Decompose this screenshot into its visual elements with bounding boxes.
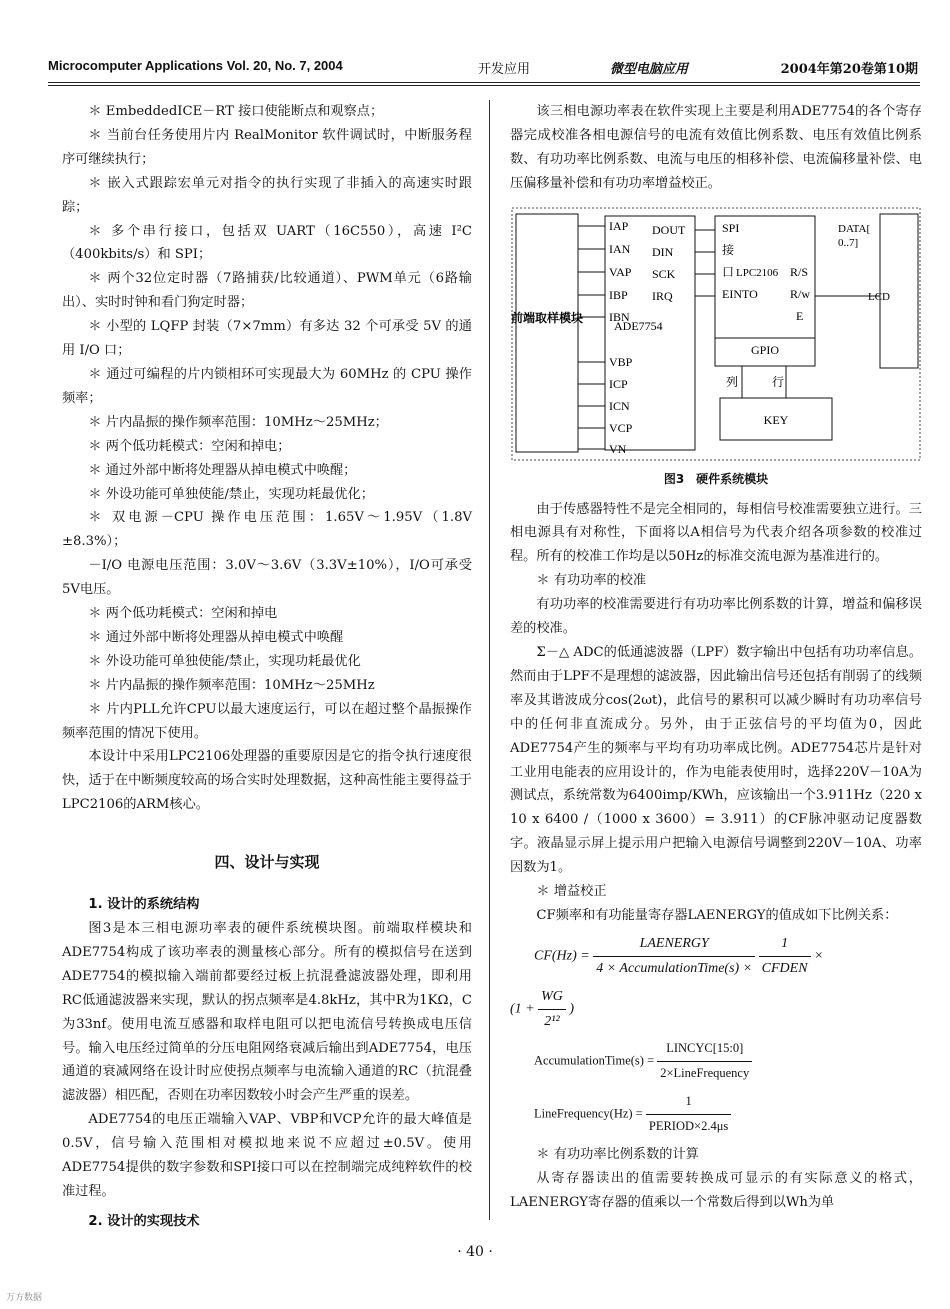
subsection-title: 1. 设计的系统结构 <box>88 897 200 913</box>
bullet-item: ＊ 通过可编程的片内锁相环可实现最大为 60MHz 的 CPU 操作频率； <box>62 366 472 406</box>
formula-line-frequency: LineFrequency(Hz) = $\frac{1}{\text{PERIOD×2.4μs}}$ <box>534 1090 922 1139</box>
lpc-spi-label: SPI <box>722 220 740 235</box>
bullet-item: ＊ 两个低功耗模式：空闲和掉电 <box>88 606 278 622</box>
row-label: 行 <box>772 374 785 389</box>
ade-out-irq: IRQ <box>652 288 673 303</box>
right-column <box>510 100 922 1215</box>
dashed-frame <box>512 208 920 460</box>
pin-icp: ICP <box>609 376 628 391</box>
ade-out-dout: DOUT <box>652 222 686 237</box>
journal-title-cn: 微型电脑应用 <box>610 62 689 77</box>
ade7754-label: ADE7754 <box>614 318 663 333</box>
item-active-power: ＊ 有功功率的校准 <box>536 573 647 589</box>
item-power-ratio: ＊ 有功功率比例系数的计算 <box>536 1147 699 1163</box>
lpc-e-label: E <box>796 308 804 323</box>
watermark: 万方数据 <box>6 1293 43 1303</box>
data-bus-label-2: 0..7] <box>838 236 859 249</box>
formula-cf-gain: (1 + $\frac{WG}{\text{2¹²}}$ ) <box>510 985 922 1034</box>
pin-iap: IAP <box>609 218 629 233</box>
paragraph-gain: CF频率和有功能量寄存器LAENERGY的值成如下比例关系： <box>536 907 898 923</box>
paragraph-sensor: 由于传感器特性不是完全相同的，每相信号校准需要独立进行。三相电源具有对称性，下面将以A相信号为代表介绍各项参数的校准过程。所有的校准工作均是以50Hz的标准交流电源为基准进行的。 <box>510 501 922 565</box>
pin-vbp: VBP <box>609 354 633 369</box>
bullet-item: ＊ 片内晶振的操作频率范围：10MHz～25MHz <box>88 677 375 693</box>
bullet-item: ＊ 小型的 LQFP 封装（7×7mm）有多达 32 个可承受 5V 的通用 I/O 口； <box>62 319 472 359</box>
bullet-item: ＊ 通过外部中断将处理器从掉电模式中唤醒 <box>88 629 344 645</box>
pin-ibn: IBN <box>609 309 630 324</box>
lpc-rw-label: R/w <box>790 286 811 301</box>
pin-vap: VAP <box>609 264 632 279</box>
key-label: KEY <box>763 412 789 427</box>
hardware-block-diagram <box>510 202 922 464</box>
paragraph-vap: ADE7754的电压正端输入VAP、VBP和VCP允许的最大峰值是0.5V，信号输入范围相对模拟地来说不应超过±0.5V。使用ADE7754提供的数字参数和SPI接口可以在控制端完成纯粹软件的校准过程。 <box>62 1112 472 1199</box>
left-column <box>62 100 472 1234</box>
pin-vcp: VCP <box>609 420 633 435</box>
header-rule-bottom <box>48 85 920 86</box>
frontend-label-1: 前端取样模块 <box>510 310 584 325</box>
gpio-label: GPIO <box>750 342 780 357</box>
bullet-item: ＊ 当前台任务使用片内 RealMonitor 软件调试时，中断服务程序可继续执行； <box>62 127 472 167</box>
lpc-eint-label: EINTO <box>722 286 758 301</box>
col-label: 列 <box>726 374 739 389</box>
spi-bus-lines <box>695 230 715 296</box>
lpc-rs-label: R/S <box>790 264 809 279</box>
bullet-item: ＊ 通过外部中断将处理器从掉电模式中唤醒； <box>88 462 357 478</box>
bullet-item: ＊ 两个低功耗模式：空闲和掉电； <box>88 438 291 454</box>
paragraph-structure: 图3是本三相电源功率表的硬件系统模块图。前端取样模块和ADE7754构成了该功率表的测量核心部分。所有的模拟信号在送到ADE7754的模拟输入端前都要经过板上抗混叠滤波器处理，即利用RC低通滤波器来实现，默认的拐点频率是4.8kHz，其中R为1KΩ，C为33nf。使用电流互感器和取样电阻可以把电流信号转换成电压信号。输入电压经过简单的分压电阻网络衰减后输出到ADE7754，电压通道的衰减网络在设计时应使拐点频率与电流输入通道的RC（抗混叠滤波器）相匹配，否则在功率因数较小时会产生严重的误差。 <box>62 921 472 1104</box>
pin-icn: ICN <box>609 398 630 413</box>
bullet-item: ＊ EmbeddedICE－RT 接口使能断点和观察点； <box>88 104 384 119</box>
journal-title-en: Microcomputer Applications Vol. 20, No. 7, 2004 <box>48 58 343 73</box>
page-number: · 40 · <box>457 1244 493 1260</box>
io-voltage-line: －I/O 电源电压范围：3.0V～3.6V（3.3V±10%），I/O可承受5V电压。 <box>62 558 472 598</box>
bullet-item: ＊ 两个32位定时器（7路捕获/比较通道）、PWM单元（6路输出）、实时时钟和看门狗定时器； <box>62 271 472 311</box>
pin-ibp: IBP <box>609 287 628 302</box>
paragraph-intro: 该三相电源功率表在软件实现上主要是利用ADE7754的各个寄存器完成校准各相电源信号的电流有效值比例系数、电压有效值比例系数、有功功率比例系数、电流与电压的相移补偿、电流偏移量补偿、电压偏移量补偿和有功功率增益校正。 <box>510 104 922 191</box>
formula-cf: CF(Hz) = $\frac{\text{LAENERGY}}{\text{4 × AccumulationTime(s) ×}}$ $\frac{1}{\text{CFDEN}}$ × <box>534 932 922 981</box>
section-title: 四、设计与实现 <box>214 853 320 872</box>
lpc2106-label: LPC2106 <box>736 266 779 279</box>
bullet-item: ＊ 嵌入式跟踪宏单元对指令的执行实现了非插入的高速实时跟踪； <box>62 175 472 215</box>
bullet-item: ＊ 多个串行接口，包括双 UART（16C550），高速 I²C（400kbits/s）和 SPI； <box>62 223 472 263</box>
subsection-title: 2. 设计的实现技术 <box>88 1213 200 1229</box>
paragraph-active: 有功功率的校准需要进行有功功率比例系数的计算，增益和偏移误差的校准。 <box>510 597 922 637</box>
ade-out-din: DIN <box>652 244 674 259</box>
data-bus-label-1: DATA[ <box>838 222 871 235</box>
column-divider <box>489 100 490 1220</box>
lcd-label: LCD <box>868 290 890 303</box>
pin-vn: VN <box>609 441 627 456</box>
pin-ian: IAN <box>609 241 631 256</box>
bullet-item: ＊ 片内PLL允许CPU以最大速度运行，可以在超过整个晶振操作频率范围的情况下使用。 <box>62 701 472 741</box>
bullet-item: ＊ 外设功能可单独使能/禁止，实现功耗最优化 <box>88 653 361 669</box>
ade-out-sck: SCK <box>652 266 676 281</box>
paragraph-sigma-delta: Σ－△ ADC的低通滤波器（LPF）数字输出中包括有功功率信息。然而由于LPF不是理想的滤波器，因此输出信号还包括有削弱了的线频率及其谐波成分cos(2ωt)，此信号的累积可以减少瞬时有功功率信号中的任何非直流成分。另外，由于正弦信号的平均值为0，因此ADE7754产生的频率与平均有功功率成比例。ADE7754芯片是针对工业用电能表的应用设计的，作为电能表使用时，选择220V－10A为测试点，系统常数为6400imp/KWh，应该输出一个3.911Hz（220 x 10 x 6400 /（1000 x 3600）= 3.911）的CF脉冲驱动记度器数字。液晶显示屏上提示用户把输入电源信号调整到220V－10A、功率因数为1。 <box>510 644 922 876</box>
header-rule-top <box>48 82 920 83</box>
bullet-item: ＊ 片内晶振的操作频率范围：10MHz～25MHz； <box>88 414 388 430</box>
lpc-kou-label: 口 <box>722 264 735 279</box>
running-header <box>48 58 918 80</box>
bullet-item: ＊ 外设功能可单独使能/禁止，实现功耗最优化； <box>88 486 374 502</box>
issue-info: 2004年第20卷第10期 <box>780 62 918 77</box>
bullet-item: ＊ 双电源－CPU 操作电压范围：1.65V～1.95V（1.8V ±8.3%）； <box>62 510 472 550</box>
paragraph-ratio: 从寄存器读出的值需要转换成可显示的有实际意义的格式，LAENERGY寄存器的值乘以一个常数后得到以Wh为单 <box>510 1171 922 1210</box>
column-name: 开发应用 <box>478 62 531 77</box>
figure-caption: 图3 硬件系统模块 <box>663 471 769 486</box>
item-gain: ＊ 增益校正 <box>536 884 607 900</box>
paragraph-lpc2106: 本设计中采用LPC2106处理器的重要原因是它的指令执行速度很快，适于在中断频度较高的场合实时处理数据，这种高性能主要得益于LPC2106的ARM核心。 <box>62 749 472 813</box>
lpc-jie-label: 接 <box>722 242 735 257</box>
frontend-box <box>516 214 578 452</box>
formula-accumulation-time: AccumulationTime(s) = $\frac{\text{LINCYC[15:0]}}{\text{2×LineFrequency}}$ <box>534 1037 922 1086</box>
